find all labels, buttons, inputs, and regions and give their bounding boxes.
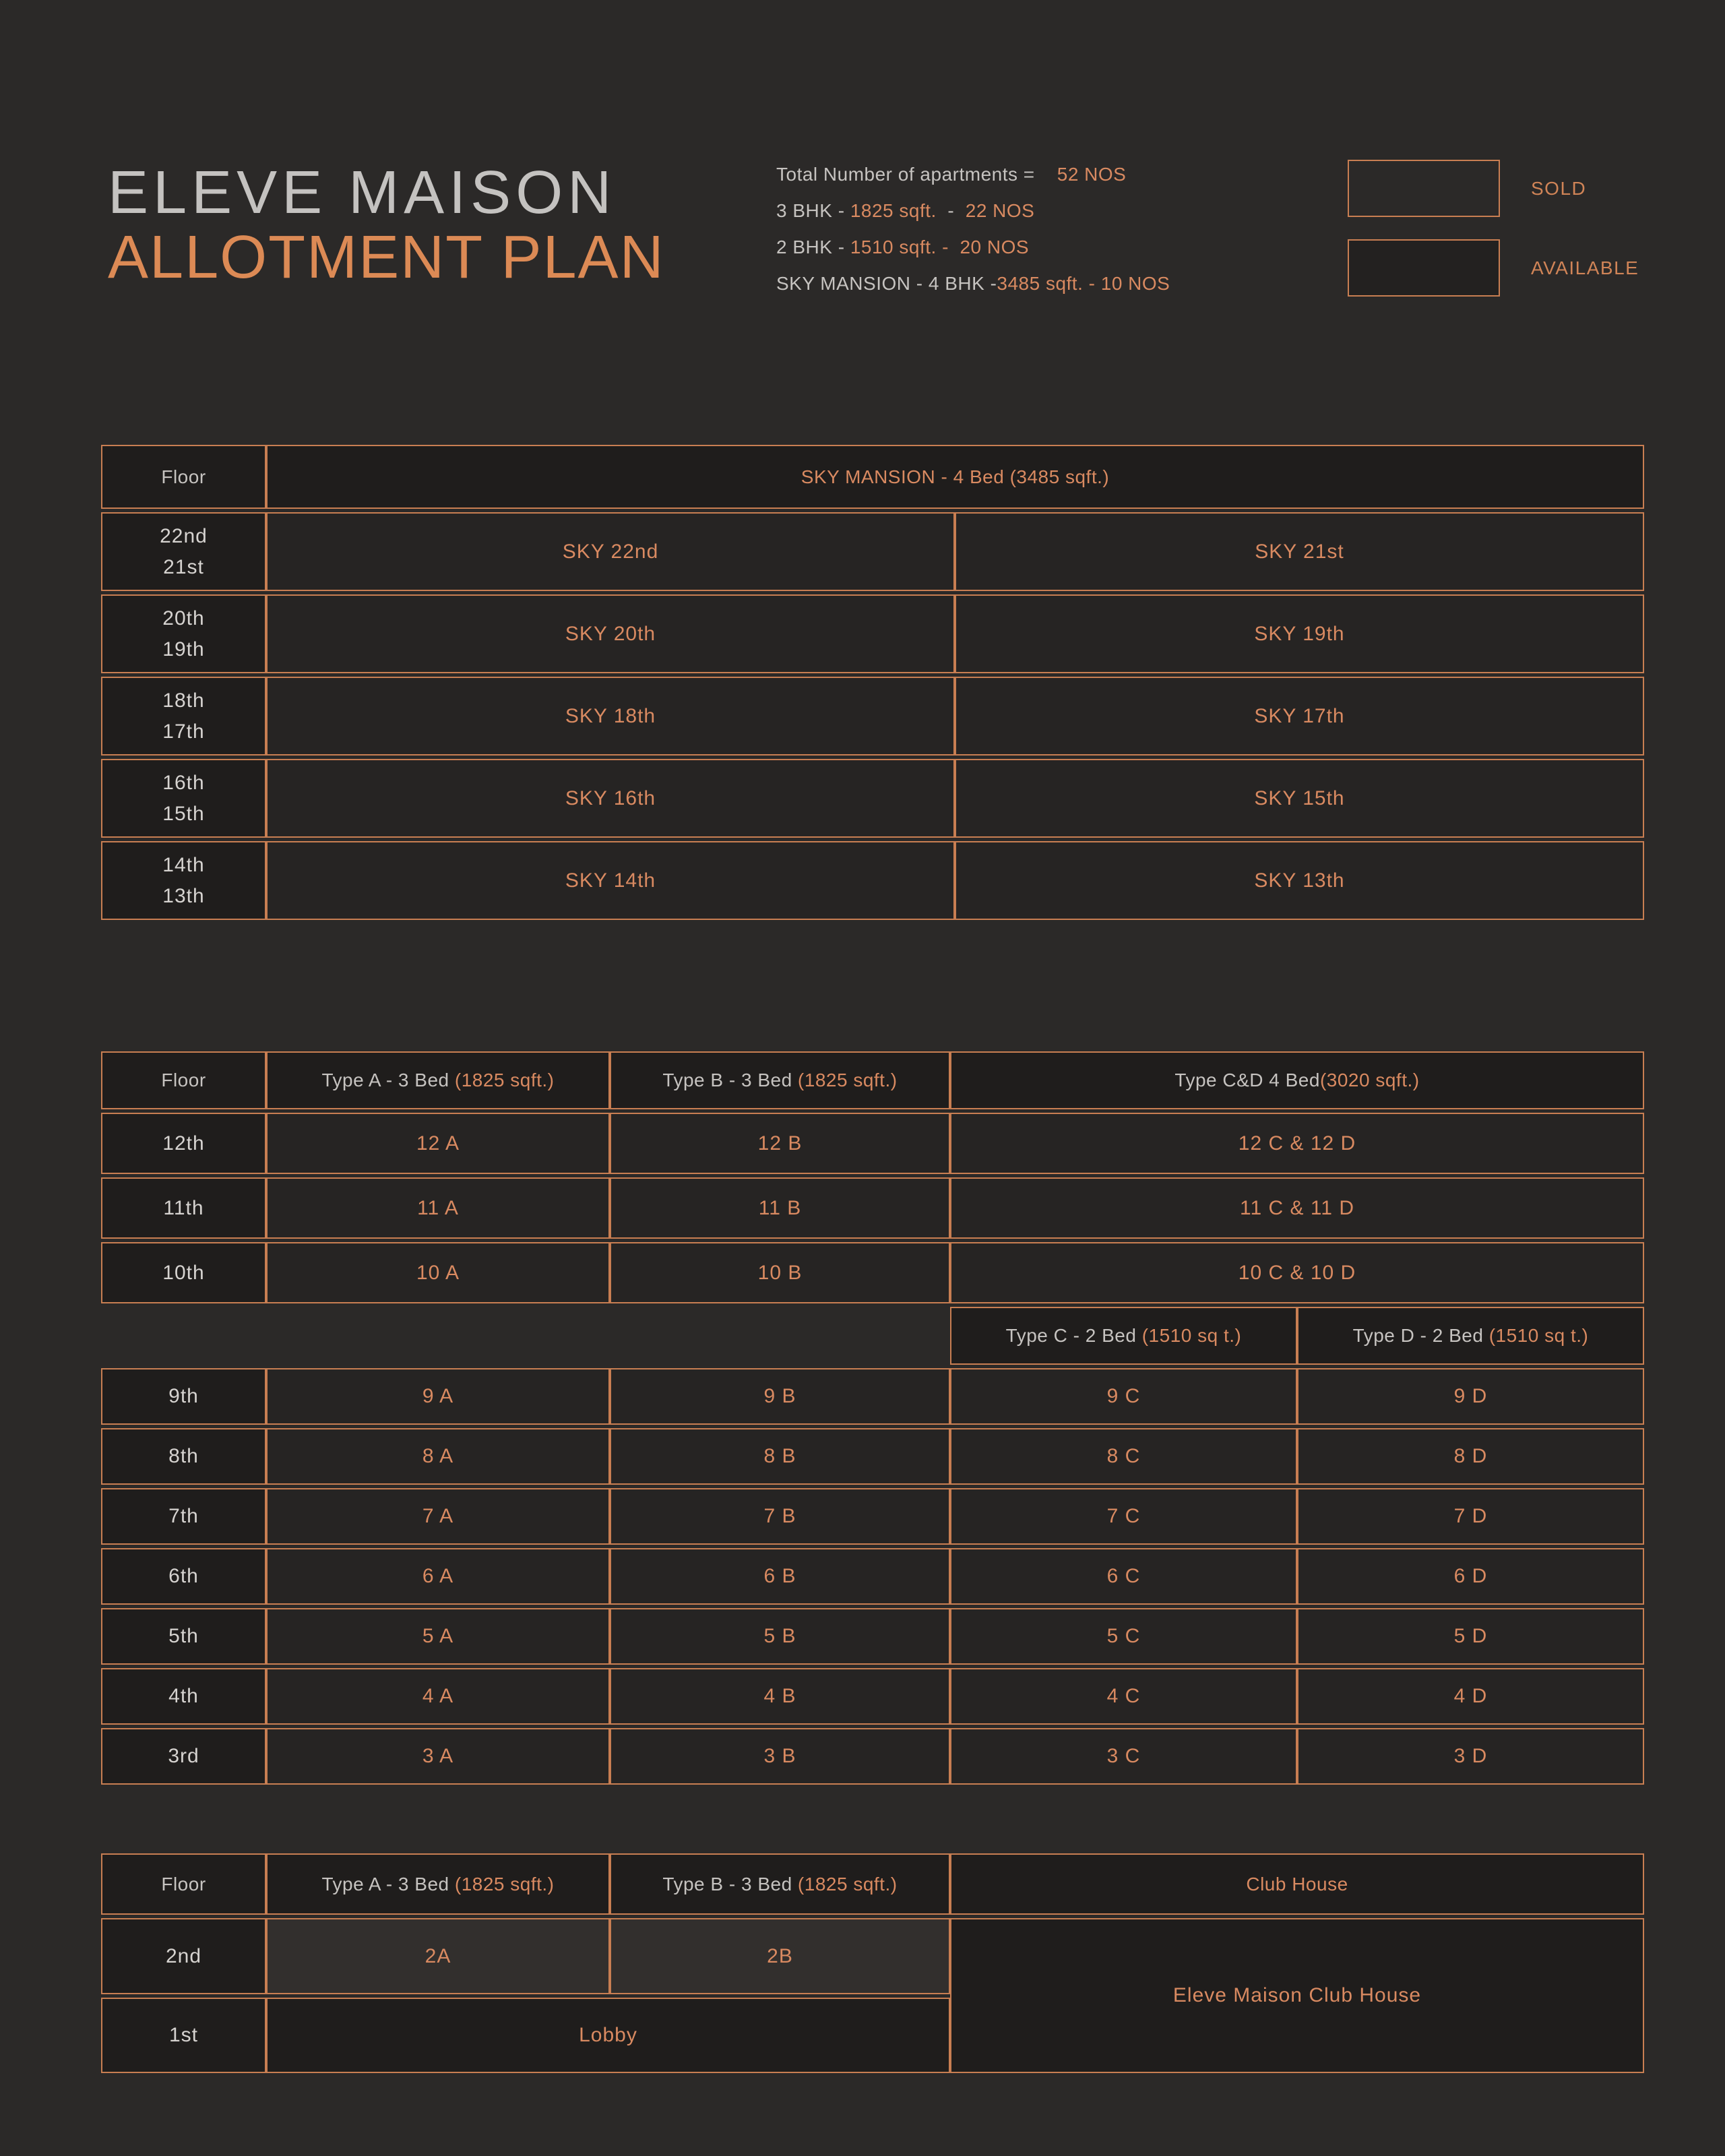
- floor-cell-6th: 6th: [101, 1548, 266, 1605]
- column-header-type-a: [266, 1051, 610, 1109]
- type-a-label: Type A - 3 Bed: [321, 1070, 455, 1090]
- club-house-cell: Eleve Maison Club House: [950, 1918, 1644, 2073]
- summary-3bhk-line: [776, 193, 1170, 229]
- unit-cell-3a: 3 A: [266, 1728, 610, 1785]
- floor-cell-7th: 7th: [101, 1488, 266, 1545]
- legend-sold-swatch: [1348, 160, 1500, 217]
- unit-cell-9d: 9 D: [1297, 1368, 1644, 1425]
- floor-label: 22nd: [160, 524, 208, 547]
- unit-cell-sky-21: SKY 21st: [955, 512, 1644, 591]
- unit-cell-sky-13: SKY 13th: [955, 841, 1644, 920]
- unit-cell-8a: 8 A: [266, 1428, 610, 1485]
- type-b-label: Type B - 3 Bed: [662, 1873, 798, 1895]
- unit-cell-11a: 11 A: [266, 1177, 610, 1239]
- type-b-area: (1825 sqft.): [797, 1873, 898, 1895]
- floor-label: 17th: [162, 720, 205, 743]
- unit-cell-12b: 12 B: [610, 1113, 950, 1174]
- unit-cell-12cd: 12 C & 12 D: [950, 1113, 1644, 1174]
- legend-available-label: AVAILABLE: [1531, 257, 1639, 278]
- column-header-type-a: [266, 1853, 610, 1915]
- unit-cell-3d: 3 D: [1297, 1728, 1644, 1785]
- floor-label: 18th: [162, 689, 205, 712]
- floor-cell-4th: 4th: [101, 1668, 266, 1725]
- title-block: [108, 160, 665, 290]
- legend-available-row: [1348, 239, 1639, 297]
- type-cd-area: (3020 sqft.): [1319, 1070, 1420, 1090]
- table-floors-1-2: [101, 1853, 1644, 2073]
- unit-cell-sky-14: SKY 14th: [266, 841, 955, 920]
- floor-label: 20th: [162, 607, 205, 629]
- spacer: [101, 1307, 266, 1365]
- type-b-area: (1825 sqft.): [797, 1070, 898, 1090]
- floor-cell-3rd: 3rd: [101, 1728, 266, 1785]
- floor-label: 15th: [162, 802, 205, 825]
- table-floors-3-12: [101, 1051, 1644, 1785]
- unit-cell-4d: 4 D: [1297, 1668, 1644, 1725]
- column-header-type-b: [610, 1853, 950, 1915]
- summary-sky-line: [776, 266, 1170, 302]
- floor-cell-11th: 11th: [101, 1177, 266, 1239]
- type-a-area: (1825 sqft.): [454, 1070, 555, 1090]
- floor-label: 21st: [163, 555, 204, 578]
- column-header-type-b: [610, 1051, 950, 1109]
- table-sky-mansion: [101, 445, 1644, 920]
- floor-label: 14th: [162, 853, 205, 876]
- unit-cell-9a: 9 A: [266, 1368, 610, 1425]
- type-c-label: Type C - 2 Bed: [1005, 1325, 1142, 1346]
- summary-2bhk-line: [776, 229, 1170, 266]
- type-a-label: Type A - 3 Bed: [321, 1873, 455, 1895]
- legend-available-swatch: [1348, 239, 1500, 297]
- floor-cell-18-17: [101, 677, 266, 756]
- spacer: [610, 1307, 950, 1365]
- unit-cell-6d: 6 D: [1297, 1548, 1644, 1605]
- page-title: ELEVE MAISON: [108, 159, 617, 226]
- floor-cell-14-13: [101, 841, 266, 920]
- status-legend: [1348, 160, 1639, 297]
- unit-cell-3c: 3 C: [950, 1728, 1297, 1785]
- unit-cell-sky-22: SKY 22nd: [266, 512, 955, 591]
- unit-cell-5c: 5 C: [950, 1608, 1297, 1665]
- unit-cell-sky-17: SKY 17th: [955, 677, 1644, 756]
- type-c-area: (1510 sq t.): [1141, 1325, 1242, 1346]
- unit-cell-sky-15: SKY 15th: [955, 759, 1644, 838]
- unit-cell-2b: 2B: [610, 1918, 950, 1994]
- floor-cell-12th: 12th: [101, 1113, 266, 1174]
- summary-sky-value: 3485 sqft. - 10 NOS: [997, 273, 1170, 294]
- unit-cell-8c: 8 C: [950, 1428, 1297, 1485]
- unit-cell-4c: 4 C: [950, 1668, 1297, 1725]
- floor-label: 13th: [162, 884, 205, 907]
- type-d-label: Type D - 2 Bed: [1352, 1325, 1489, 1346]
- summary-sky-label: SKY MANSION - 4 BHK -: [776, 273, 997, 294]
- unit-cell-sky-16: SKY 16th: [266, 759, 955, 838]
- unit-cell-9b: 9 B: [610, 1368, 950, 1425]
- column-header-floor: Floor: [101, 1853, 266, 1915]
- summary-3bhk-label: 3 BHK -: [776, 200, 850, 221]
- type-b-label: Type B - 3 Bed: [662, 1070, 798, 1090]
- unit-cell-7a: 7 A: [266, 1488, 610, 1545]
- legend-sold-label: SOLD: [1531, 177, 1587, 199]
- floor-label: 16th: [162, 771, 205, 794]
- summary-3bhk-count: 22 NOS: [965, 200, 1035, 221]
- page-subtitle: ALLOTMENT PLAN: [108, 224, 665, 291]
- summary-2bhk-value: 1510 sqft. - 20 NOS: [850, 237, 1030, 257]
- lobby-cell: Lobby: [266, 1998, 950, 2073]
- unit-cell-10a: 10 A: [266, 1242, 610, 1303]
- column-header-sky-mansion: SKY MANSION - 4 Bed (3485 sqft.): [266, 445, 1644, 509]
- legend-sold-row: [1348, 160, 1639, 217]
- unit-cell-6c: 6 C: [950, 1548, 1297, 1605]
- unit-cell-sky-20: SKY 20th: [266, 594, 955, 673]
- floor-cell-8th: 8th: [101, 1428, 266, 1485]
- unit-cell-12a: 12 A: [266, 1113, 610, 1174]
- floor-cell-1st: 1st: [101, 1998, 266, 2073]
- unit-cell-3b: 3 B: [610, 1728, 950, 1785]
- sub-column-header-type-c: [950, 1307, 1297, 1365]
- floor-cell-9th: 9th: [101, 1368, 266, 1425]
- floor-cell-22-21: [101, 512, 266, 591]
- type-d-area: (1510 sq t.): [1488, 1325, 1589, 1346]
- floor-label: 19th: [162, 638, 205, 660]
- unit-cell-6a: 6 A: [266, 1548, 610, 1605]
- sub-column-header-type-d: [1297, 1307, 1644, 1365]
- unit-cell-sky-18: SKY 18th: [266, 677, 955, 756]
- unit-cell-5d: 5 D: [1297, 1608, 1644, 1665]
- spacer: [266, 1307, 610, 1365]
- floor-cell-16-15: [101, 759, 266, 838]
- unit-cell-5a: 5 A: [266, 1608, 610, 1665]
- column-header-floor: Floor: [101, 1051, 266, 1109]
- column-header-floor: Floor: [101, 445, 266, 509]
- unit-cell-7d: 7 D: [1297, 1488, 1644, 1545]
- floor-cell-20-19: [101, 594, 266, 673]
- unit-cell-4a: 4 A: [266, 1668, 610, 1725]
- floor-cell-5th: 5th: [101, 1608, 266, 1665]
- summary-total-label: Total Number of apartments =: [776, 164, 1057, 185]
- unit-cell-4b: 4 B: [610, 1668, 950, 1725]
- unit-cell-11b: 11 B: [610, 1177, 950, 1239]
- unit-cell-9c: 9 C: [950, 1368, 1297, 1425]
- unit-cell-7c: 7 C: [950, 1488, 1297, 1545]
- summary-total-line: [776, 156, 1170, 193]
- unit-cell-7b: 7 B: [610, 1488, 950, 1545]
- floor-cell-10th: 10th: [101, 1242, 266, 1303]
- summary-total-value: 52 NOS: [1057, 164, 1127, 185]
- unit-cell-8d: 8 D: [1297, 1428, 1644, 1485]
- unit-cell-10b: 10 B: [610, 1242, 950, 1303]
- summary-3bhk-area: 1825 sqft.: [850, 200, 937, 221]
- type-a-area: (1825 sqft.): [454, 1873, 555, 1895]
- apartment-summary: [776, 156, 1170, 302]
- summary-3bhk-dash: -: [936, 200, 966, 221]
- unit-cell-11cd: 11 C & 11 D: [950, 1177, 1644, 1239]
- unit-cell-2a: 2A: [266, 1918, 610, 1994]
- type-cd-label: Type C&D 4 Bed: [1174, 1070, 1320, 1090]
- unit-cell-8b: 8 B: [610, 1428, 950, 1485]
- summary-2bhk-label: 2 BHK -: [776, 237, 850, 257]
- column-header-club-house: Club House: [950, 1853, 1644, 1915]
- unit-cell-10cd: 10 C & 10 D: [950, 1242, 1644, 1303]
- column-header-type-cd: [950, 1051, 1644, 1109]
- floor-cell-2nd: 2nd: [101, 1918, 266, 1994]
- unit-cell-5b: 5 B: [610, 1608, 950, 1665]
- unit-cell-6b: 6 B: [610, 1548, 950, 1605]
- unit-cell-sky-19: SKY 19th: [955, 594, 1644, 673]
